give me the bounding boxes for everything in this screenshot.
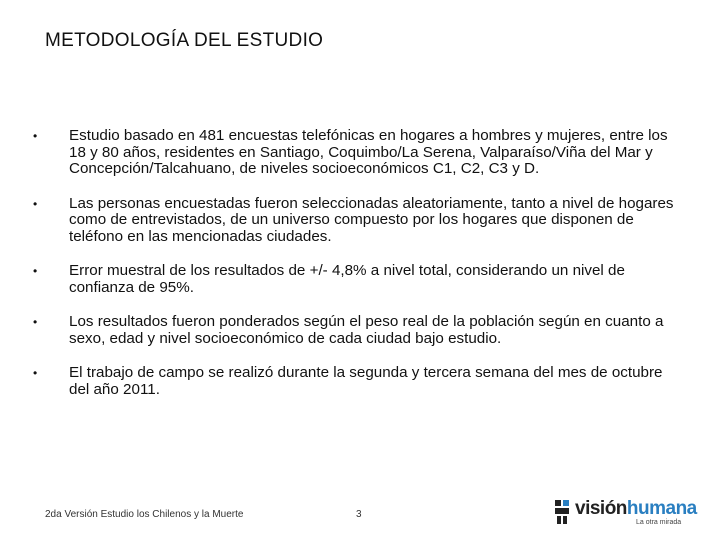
bullet-dot: • <box>33 264 38 278</box>
bullet-item <box>33 314 683 347</box>
bullet-dot: • <box>33 366 38 380</box>
bullet-item <box>33 365 683 398</box>
company-logo <box>548 496 697 530</box>
bullet-dot: • <box>33 129 38 143</box>
bullet-text: El trabajo de campo se realizó durante la segunda y tercera semana del mes de octubre del año 2011. <box>69 364 663 398</box>
logo-tagline: La otra mirada <box>636 519 682 526</box>
page-number: 3 <box>356 509 362 520</box>
footer-text: 2da Versión Estudio los Chilenos y la Muerte <box>45 509 244 520</box>
bullet-text: Estudio basado en 481 encuestas telefónicas en hogares a hombres y mujeres, entre los 18 y 80 años, residentes en Santiago, Coquimbo/La Serena, Valparaíso/Viña del Mar y Concepción/Talcahuano, de niveles socioeconómicos C1, C2, C3 y D. <box>69 127 668 177</box>
bullet-dot: • <box>33 196 38 211</box>
bullet-item <box>33 263 683 296</box>
bullet-text: Error muestral de los resultados de +/- 4,8% a nivel total, considerando un nivel de confianza de 95%. <box>69 262 625 296</box>
logo-wordmark: visiónhumana <box>575 498 697 519</box>
bullet-item <box>33 128 683 178</box>
bullet-text: Los resultados fueron ponderados según el peso real de la población según en cuanto a sexo, edad y nivel socioeconómico de cada ciudad bajo estudio. <box>69 313 664 347</box>
bullet-list <box>33 128 683 416</box>
visionhumana-logo-icon <box>554 499 572 525</box>
bullet-text: Las personas encuestadas fueron seleccionadas aleatoriamente, tanto a nivel de hogares como de entrevistados, de un universo compuesto por los hogares que disponen de teléfono en las mencionadas ciudades. <box>69 194 674 245</box>
slide-title: METODOLOGÍA DEL ESTUDIO <box>45 30 324 51</box>
bullet-dot: • <box>33 315 38 329</box>
bullet-item <box>33 196 683 246</box>
